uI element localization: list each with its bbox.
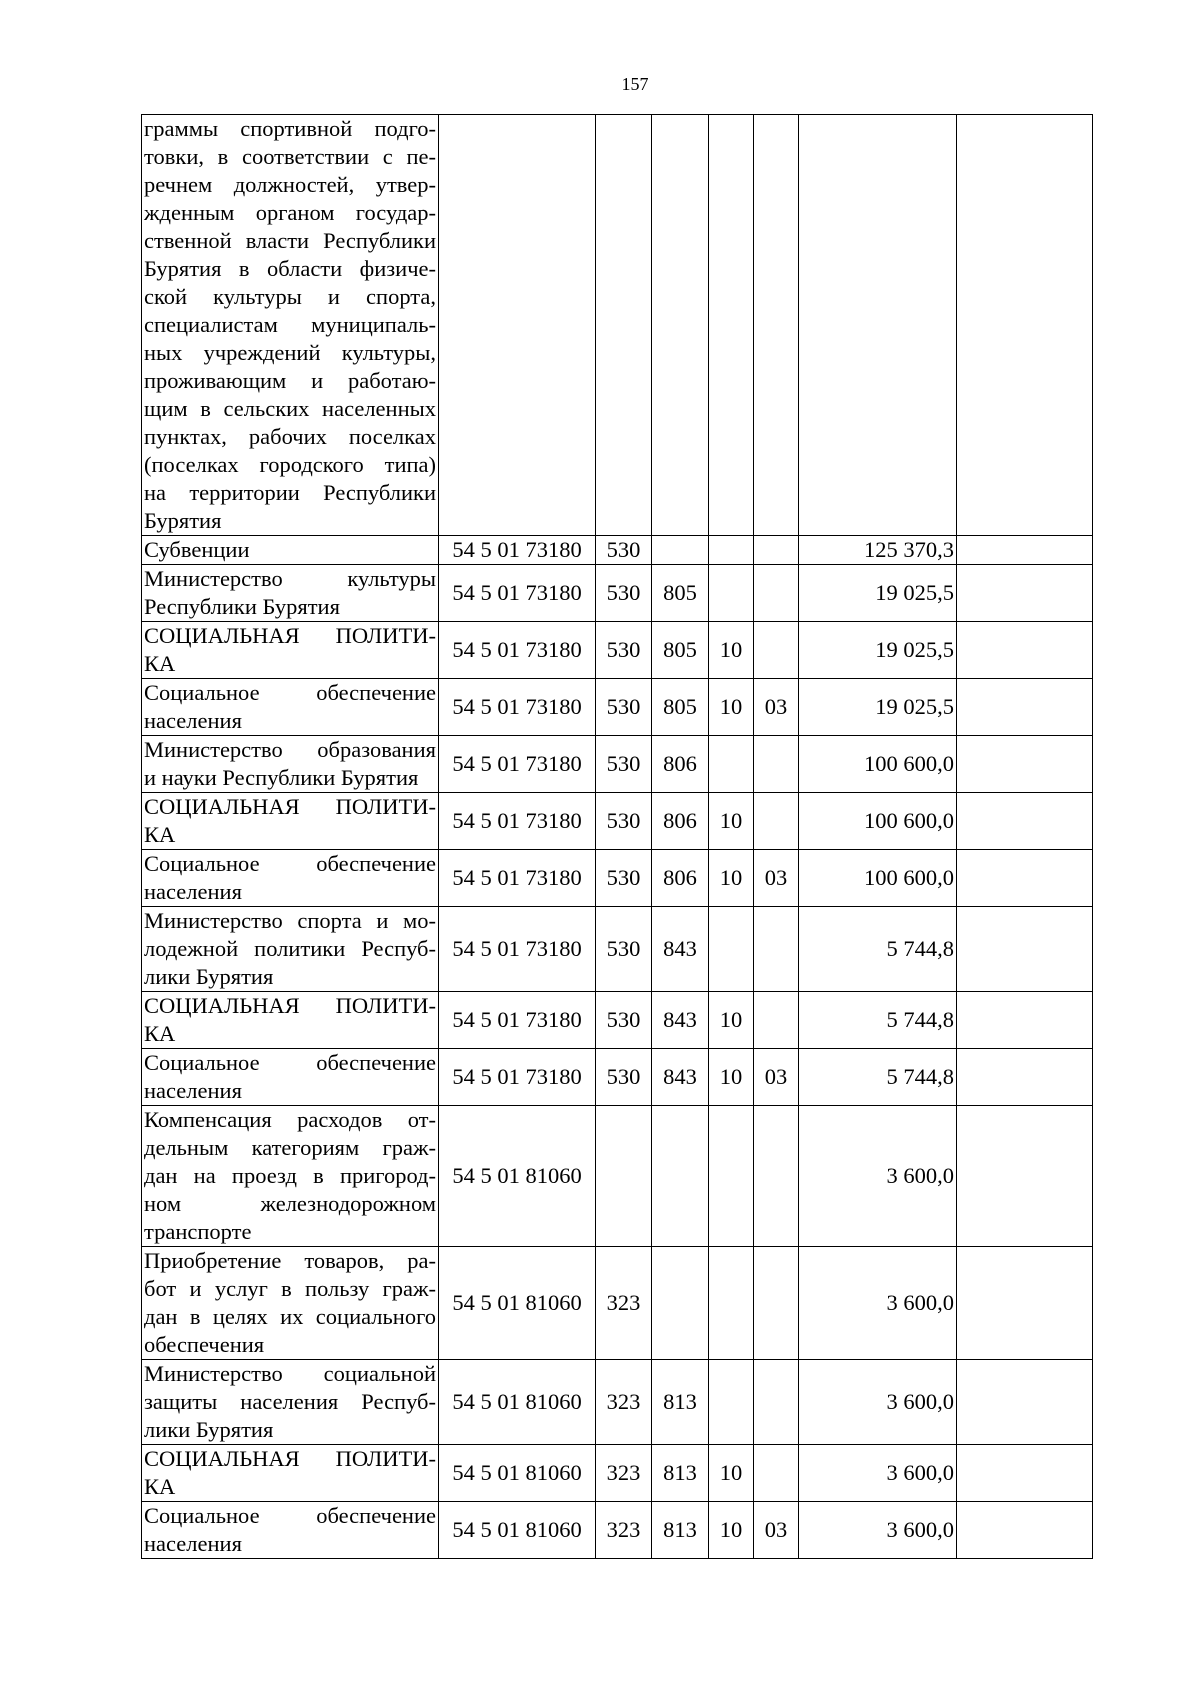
amount-cell: 3 600,0 <box>799 1502 957 1559</box>
extra-cell <box>957 1502 1093 1559</box>
table-row <box>142 679 1093 736</box>
section-cell <box>709 1360 754 1445</box>
amount-cell: 19 025,5 <box>799 565 957 622</box>
row-name-line: речнем должностей, утвер- <box>144 172 436 197</box>
row-name-cell <box>142 536 439 565</box>
table-row <box>142 793 1093 850</box>
amount-cell: 3 600,0 <box>799 1445 957 1502</box>
row-name-line: дан на проезд в пригород- <box>144 1163 436 1188</box>
section-cell <box>709 565 754 622</box>
subsection-cell <box>754 1445 799 1502</box>
row-name-line: лики Бурятия <box>144 964 274 989</box>
row-name-line: обеспечения <box>144 1332 265 1357</box>
section-cell <box>709 1247 754 1360</box>
admin-code-cell: 813 <box>652 1502 709 1559</box>
row-name-cell <box>142 992 439 1049</box>
amount-cell: 100 600,0 <box>799 736 957 793</box>
row-name-line: Республики Бурятия <box>144 594 340 619</box>
amount-cell <box>799 115 957 536</box>
row-name-line: Бурятия в области физиче- <box>144 256 436 281</box>
row-name-line: дан в целях их социального <box>144 1304 436 1329</box>
extra-cell <box>957 622 1093 679</box>
expense-type-cell: 530 <box>596 793 652 850</box>
table-row <box>142 1502 1093 1559</box>
admin-code-cell <box>652 1247 709 1360</box>
admin-code-cell: 805 <box>652 679 709 736</box>
subsection-cell <box>754 907 799 992</box>
table-row <box>142 907 1093 992</box>
section-cell: 10 <box>709 850 754 907</box>
extra-cell <box>957 1049 1093 1106</box>
target-code-cell: 54 5 01 73180 <box>439 907 596 992</box>
section-cell: 10 <box>709 622 754 679</box>
row-name-line: ственной власти Республики <box>144 228 436 253</box>
extra-cell <box>957 115 1093 536</box>
table-row <box>142 1049 1093 1106</box>
row-name-cell <box>142 1445 439 1502</box>
extra-cell <box>957 565 1093 622</box>
amount-cell: 3 600,0 <box>799 1360 957 1445</box>
expense-type-cell: 530 <box>596 850 652 907</box>
budget-table <box>141 114 1093 1559</box>
section-cell <box>709 536 754 565</box>
target-code-cell <box>439 115 596 536</box>
subsection-cell <box>754 115 799 536</box>
row-name-line: Социальное обеспечение <box>144 1503 436 1528</box>
target-code-cell: 54 5 01 73180 <box>439 679 596 736</box>
amount-cell: 100 600,0 <box>799 850 957 907</box>
row-name-line: Министерство культуры <box>144 566 436 591</box>
table-row <box>142 736 1093 793</box>
row-name-cell <box>142 1106 439 1247</box>
admin-code-cell <box>652 115 709 536</box>
section-cell <box>709 115 754 536</box>
subsection-cell <box>754 736 799 793</box>
row-name-line: граммы спортивной подго- <box>144 116 436 141</box>
extra-cell <box>957 1360 1093 1445</box>
row-name-line: защиты населения Респуб- <box>144 1389 436 1414</box>
admin-code-cell: 843 <box>652 1049 709 1106</box>
subsection-cell <box>754 992 799 1049</box>
admin-code-cell: 806 <box>652 850 709 907</box>
row-name-line: транспорте <box>144 1219 252 1244</box>
row-name-line: Социальное обеспечение <box>144 680 436 705</box>
admin-code-cell: 843 <box>652 992 709 1049</box>
row-name-line: на территории Республики <box>144 480 436 505</box>
amount-cell: 5 744,8 <box>799 907 957 992</box>
admin-code-cell: 813 <box>652 1445 709 1502</box>
expense-type-cell: 530 <box>596 1049 652 1106</box>
amount-cell: 3 600,0 <box>799 1106 957 1247</box>
subsection-cell: 03 <box>754 1049 799 1106</box>
admin-code-cell <box>652 1106 709 1247</box>
subsection-cell <box>754 622 799 679</box>
subsection-cell <box>754 1247 799 1360</box>
admin-code-cell: 806 <box>652 736 709 793</box>
row-name-line: населения <box>144 1078 242 1103</box>
section-cell <box>709 1106 754 1247</box>
table-row <box>142 622 1093 679</box>
row-name-line: населения <box>144 1531 242 1556</box>
row-name-cell <box>142 565 439 622</box>
row-name-cell <box>142 907 439 992</box>
row-name-line: КА <box>144 822 176 847</box>
page-number: 157 <box>621 74 649 94</box>
expense-type-cell: 530 <box>596 565 652 622</box>
amount-cell: 3 600,0 <box>799 1247 957 1360</box>
row-name-cell <box>142 1360 439 1445</box>
expense-type-cell: 323 <box>596 1360 652 1445</box>
expense-type-cell: 323 <box>596 1445 652 1502</box>
expense-type-cell <box>596 115 652 536</box>
section-cell: 10 <box>709 793 754 850</box>
subsection-cell <box>754 1360 799 1445</box>
extra-cell <box>957 850 1093 907</box>
extra-cell <box>957 736 1093 793</box>
table-row <box>142 115 1093 536</box>
expense-type-cell: 530 <box>596 622 652 679</box>
extra-cell <box>957 1247 1093 1360</box>
row-name-line: щим в сельских населенных <box>144 396 436 421</box>
row-name-cell <box>142 736 439 793</box>
row-name-cell <box>142 679 439 736</box>
expense-type-cell: 530 <box>596 992 652 1049</box>
subsection-cell <box>754 536 799 565</box>
subsection-cell: 03 <box>754 1502 799 1559</box>
admin-code-cell: 813 <box>652 1360 709 1445</box>
row-name-line: Приобретение товаров, ра- <box>144 1248 436 1273</box>
target-code-cell: 54 5 01 81060 <box>439 1247 596 1360</box>
expense-type-cell: 530 <box>596 679 652 736</box>
subsection-cell <box>754 793 799 850</box>
amount-cell: 5 744,8 <box>799 992 957 1049</box>
section-cell: 10 <box>709 1049 754 1106</box>
extra-cell <box>957 1445 1093 1502</box>
expense-type-cell: 530 <box>596 536 652 565</box>
row-name-line: лики Бурятия <box>144 1417 274 1442</box>
table-row <box>142 1360 1093 1445</box>
row-name-line: ном железнодорожном <box>144 1191 436 1216</box>
row-name-line: населения <box>144 708 242 733</box>
extra-cell <box>957 536 1093 565</box>
row-name-line: СОЦИАЛЬНАЯ ПОЛИТИ- <box>144 794 436 819</box>
section-cell: 10 <box>709 992 754 1049</box>
row-name-cell <box>142 622 439 679</box>
row-name-cell <box>142 1247 439 1360</box>
row-name-line: товки, в соответствии с пе- <box>144 144 436 169</box>
expense-type-cell: 323 <box>596 1247 652 1360</box>
row-name-line: Социальное обеспечение <box>144 1050 436 1075</box>
row-name-cell <box>142 1049 439 1106</box>
amount-cell: 19 025,5 <box>799 622 957 679</box>
row-name-cell <box>142 115 439 536</box>
extra-cell <box>957 793 1093 850</box>
extra-cell <box>957 679 1093 736</box>
admin-code-cell <box>652 536 709 565</box>
table-row <box>142 565 1093 622</box>
row-name-line: дельным категориям граж- <box>144 1135 436 1160</box>
subsection-cell <box>754 1106 799 1247</box>
row-name-line: СОЦИАЛЬНАЯ ПОЛИТИ- <box>144 623 436 648</box>
table-row <box>142 992 1093 1049</box>
row-name-line: Социальное обеспечение <box>144 851 436 876</box>
admin-code-cell: 805 <box>652 622 709 679</box>
target-code-cell: 54 5 01 73180 <box>439 992 596 1049</box>
expense-type-cell <box>596 1106 652 1247</box>
row-name-line: Министерство спорта и мо- <box>144 908 436 933</box>
row-name-line: специалистам муниципаль- <box>144 312 436 337</box>
row-name-line: СОЦИАЛЬНАЯ ПОЛИТИ- <box>144 993 436 1018</box>
row-name-cell <box>142 793 439 850</box>
section-cell <box>709 736 754 793</box>
row-name-line: СОЦИАЛЬНАЯ ПОЛИТИ- <box>144 1446 436 1471</box>
row-name-line: ской культуры и спорта, <box>144 284 436 309</box>
target-code-cell: 54 5 01 73180 <box>439 536 596 565</box>
subsection-cell <box>754 565 799 622</box>
target-code-cell: 54 5 01 73180 <box>439 622 596 679</box>
admin-code-cell: 843 <box>652 907 709 992</box>
table-row <box>142 1445 1093 1502</box>
amount-cell: 5 744,8 <box>799 1049 957 1106</box>
row-name-cell <box>142 1502 439 1559</box>
expense-type-cell: 323 <box>596 1502 652 1559</box>
row-name-line: КА <box>144 1474 176 1499</box>
target-code-cell: 54 5 01 81060 <box>439 1445 596 1502</box>
target-code-cell: 54 5 01 73180 <box>439 850 596 907</box>
row-name-line: пунктах, рабочих поселках <box>144 424 436 449</box>
row-name-line: Субвенции <box>144 537 250 562</box>
target-code-cell: 54 5 01 73180 <box>439 793 596 850</box>
target-code-cell: 54 5 01 81060 <box>439 1360 596 1445</box>
row-name-line: Министерство социальной <box>144 1361 436 1386</box>
amount-cell: 19 025,5 <box>799 679 957 736</box>
subsection-cell: 03 <box>754 850 799 907</box>
target-code-cell: 54 5 01 81060 <box>439 1106 596 1247</box>
table-body <box>142 115 1093 1559</box>
subsection-cell: 03 <box>754 679 799 736</box>
target-code-cell: 54 5 01 73180 <box>439 736 596 793</box>
amount-cell: 125 370,3 <box>799 536 957 565</box>
row-name-line: населения <box>144 879 242 904</box>
section-cell: 10 <box>709 679 754 736</box>
row-name-line: бот и услуг в пользу граж- <box>144 1276 436 1301</box>
row-name-line: КА <box>144 1021 176 1046</box>
expense-type-cell: 530 <box>596 907 652 992</box>
row-name-line: (поселках городского типа) <box>144 452 436 477</box>
table-row <box>142 1106 1093 1247</box>
target-code-cell: 54 5 01 81060 <box>439 1502 596 1559</box>
expense-type-cell: 530 <box>596 736 652 793</box>
section-cell <box>709 907 754 992</box>
row-name-cell <box>142 850 439 907</box>
table-row <box>142 1247 1093 1360</box>
row-name-line: проживающим и работаю- <box>144 368 436 393</box>
extra-cell <box>957 1106 1093 1247</box>
table-row <box>142 536 1093 565</box>
admin-code-cell: 806 <box>652 793 709 850</box>
section-cell: 10 <box>709 1445 754 1502</box>
amount-cell: 100 600,0 <box>799 793 957 850</box>
table-row <box>142 850 1093 907</box>
row-name-line: КА <box>144 651 176 676</box>
extra-cell <box>957 907 1093 992</box>
target-code-cell: 54 5 01 73180 <box>439 1049 596 1106</box>
row-name-line: жденным органом государ- <box>144 200 436 225</box>
row-name-line: ных учреждений культуры, <box>144 340 436 365</box>
target-code-cell: 54 5 01 73180 <box>439 565 596 622</box>
section-cell: 10 <box>709 1502 754 1559</box>
extra-cell <box>957 992 1093 1049</box>
row-name-line: Бурятия <box>144 508 222 533</box>
row-name-line: Министерство образования <box>144 737 436 762</box>
row-name-line: лодежной политики Респуб- <box>144 936 436 961</box>
row-name-line: и науки Республики Бурятия <box>144 765 419 790</box>
row-name-line: Компенсация расходов от- <box>144 1107 436 1132</box>
admin-code-cell: 805 <box>652 565 709 622</box>
